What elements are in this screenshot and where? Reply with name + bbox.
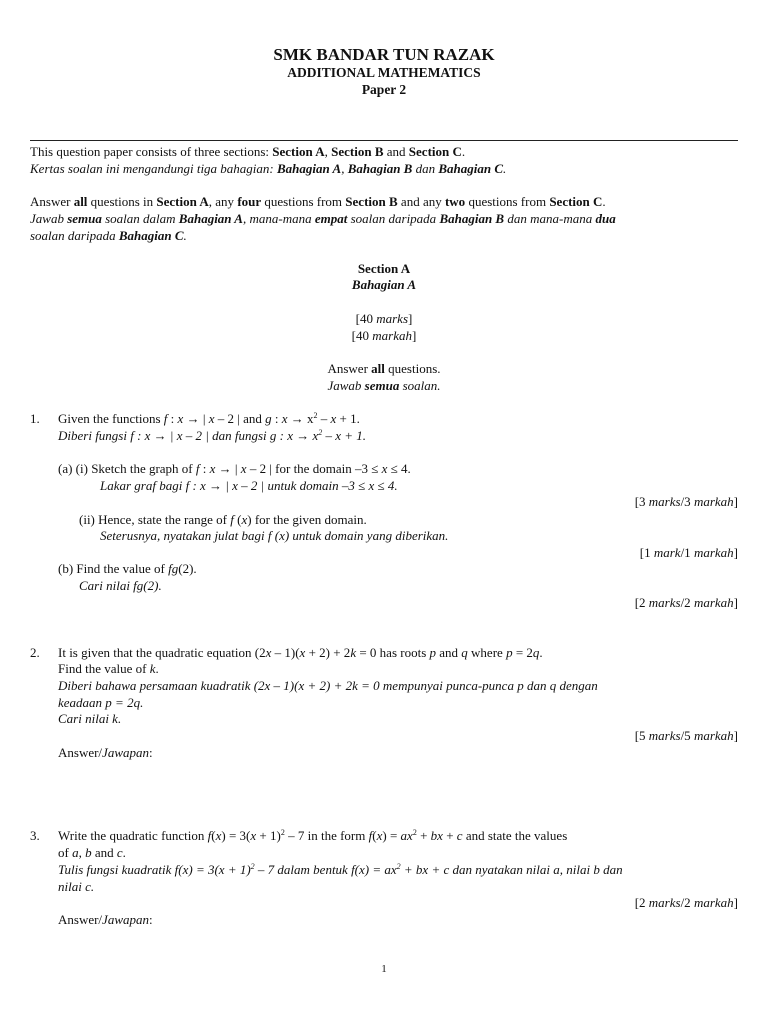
q2-number: 2. [30,645,40,660]
q1-a-ii: (ii) Hence, state the range of f (x) for the given domain. [79,512,367,527]
q1-a-i-ms: Lakar graf bagi f : x → | x – 2 | untuk domain –3 ≤ x ≤ 4. [100,478,398,493]
q3-number: 3. [30,828,40,843]
q1-b-marks: [2 marks/2 markah] [634,595,738,610]
section-title: Section A [357,261,411,276]
instructions-line-3: Answer all questions in Section A, any four questions from Section B and any two questions from Section C. [30,194,606,209]
q2-line-3: Diberi bahawa persamaan kuadratik (2x – 1)(x + 2) + 2k = 0 mempunyai punca-punca p dan q dengan [58,678,598,693]
q1-a-i-marks: [3 marks/3 markah] [634,494,738,509]
q3-line-3: Tulis fungsi kuadratik $f(x) = 3(x + 1)^2 - 7$ dalam bentuk $f(x) = ax^2$ + bx + c dan nyatakan nilai a, nilai b dan [58,862,623,877]
instructions-line-5: soalan daripada Bahagian C. [30,228,187,243]
q1-a-i: (a) (i) Sketch the graph of f : x → | x – 2 | for the domain –3 ≤ x ≤ 4. [58,461,411,476]
instructions-line-1: This question paper consists of three sections: Section A, Section B and Section C. [30,144,466,159]
q2-line-1: It is given that the quadratic equation (2x – 1)(x + 2) + 2k = 0 has roots p and q where p = 2q. [58,645,543,660]
q3-line-2: of a, b and c. [58,845,126,860]
q3-marks: [2 marks/2 markah] [634,895,738,910]
instructions-line-2: Kertas soalan ini mengandungi tiga bahagian: Bahagian A, Bahagian B dan Bahagian C. [30,161,507,176]
page-number: 1 [381,963,387,975]
q1-b-ms: Cari nilai fg(2). [79,578,162,593]
q1-b: (b) Find the value of fg(2). [58,561,197,576]
q1-number: 1. [30,411,40,426]
instructions-line-4: Jawab semua soalan dalam Bahagian A, mana-mana empat soalan daripada Bahagian B dan mana-mana dua [30,211,616,226]
q2-marks: [5 marks/5 markah] [634,728,738,743]
header-divider [30,140,738,141]
q1-a-ii-ms: Seterusnya, nyatakan julat bagi f (x) untuk domain yang diberikan. [100,528,449,543]
q3-line-1: Write the quadratic function $f(x) = 3(x + 1)^2 - 7$ in the form $f(x) = ax^2$ + bx + c and state the values [58,828,568,843]
section-marks: [40 marks] [355,311,413,326]
jawab-semua: Jawab semua soalan. [327,378,441,393]
section-title-ms: Bahagian A [351,277,417,292]
q1-a-ii-marks: [1 mark/1 markah] [639,545,738,560]
q2-answer-label: Answer/Jawapan: [58,745,153,760]
q1-line-1: Given the functions f : x → | x – 2 | and g : $x \to x^2 - x + 1$. [58,411,360,426]
subject-title: ADDITIONAL MATHEMATICS [287,65,481,80]
q2-line-4: keadaan p = 2q. [58,695,144,710]
q2-line-5: Cari nilai k. [58,711,122,726]
answer-all: Answer all questions. [327,361,441,376]
paper-title: Paper 2 [361,82,407,97]
q2-line-2: Find the value of k. [58,661,159,676]
q1-line-2: Diberi fungsi f : x → | x – 2 | dan fungsi g : $x \to x^2 - x + 1$. [58,428,367,443]
school-name: SMK BANDAR TUN RAZAK [273,45,495,64]
q3-answer-label: Answer/Jawapan: [58,912,153,927]
section-markah: [40 markah] [351,328,417,343]
q3-line-4: nilai c. [58,879,95,894]
